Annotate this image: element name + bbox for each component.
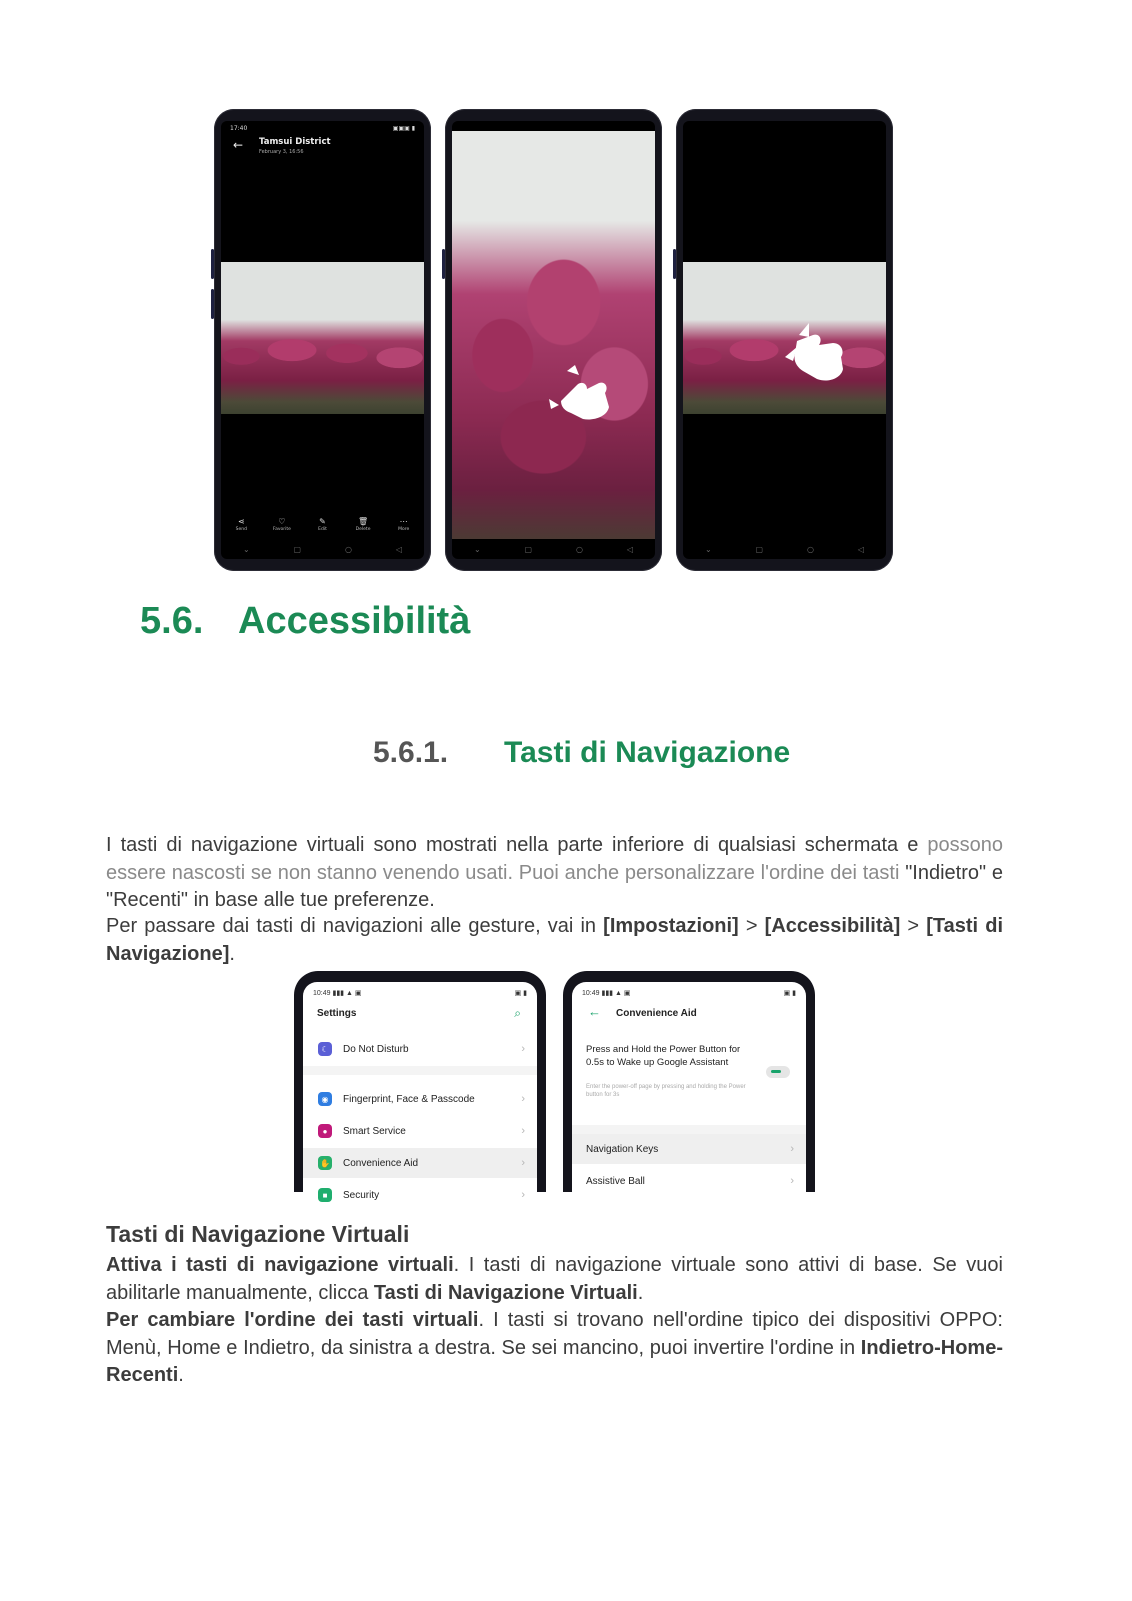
nav-recent-icon[interactable]: ▢	[293, 544, 302, 554]
toolbar-favorite-button[interactable]: ♡ Favorite	[267, 517, 297, 537]
virtual-keys-paragraph-1: Attiva i tasti di navigazione virtuali. I tasti di navigazione virtuale sono attivi di base. Se vuoi abilitarle manualmente, clicca Tasti di Navigazione Virtuali.	[106, 1254, 1003, 1304]
nav-menu-icon[interactable]: ⌄	[704, 544, 712, 554]
setting-icon: ✋	[318, 1156, 332, 1170]
search-icon[interactable]: ⌕	[514, 1006, 521, 1020]
chevron-right-icon: ›	[521, 1043, 525, 1055]
nav-menu-icon[interactable]: ⌄	[242, 544, 250, 554]
virtual-keys-paragraph-2: Per cambiare l'ordine dei tasti virtuali. I tasti si trovano nell'ordine tipico dei dispositivi OPPO: Menù, Home e Indietro, da sinistra a destra. Se sei mancino, puoi invertire l'ordine in Indietro-Home-Recenti.	[106, 1309, 1003, 1386]
settings-title: Settings	[317, 1008, 357, 1019]
back-arrow-icon[interactable]: ←	[588, 1004, 601, 1019]
nav-bar	[221, 543, 424, 555]
pinch-out-gesture-icon	[547, 361, 617, 423]
setting-icon: ◉	[318, 1092, 332, 1106]
nav-recent-icon[interactable]: ▢	[755, 544, 764, 554]
assistive-ball-item[interactable]: Assistive Ball ›	[586, 1175, 794, 1187]
toolbar-edit-button[interactable]: ✎ Edit	[307, 517, 337, 537]
subsection-title: Tasti di Navigazione	[504, 736, 791, 769]
chevron-right-icon: ›	[521, 1125, 525, 1137]
intro-paragraph: I tasti di navigazione virtuali sono mostrati nella parte inferiore di qualsiasi schermata e possono essere nascosti se non stanno venendo usati. Puoi anche personalizzare l'ordine dei tasti "Indietro" e "Recenti" in base alle tue preferenze.	[106, 834, 1003, 911]
intro-path-paragraph: Per passare dai tasti di navigazioni alle gesture, vai in [Impostazioni] > [Accessibilità] > [Tasti di Navigazione].	[106, 915, 1003, 965]
photo-toolbar	[221, 517, 424, 537]
chevron-right-icon: ›	[790, 1175, 794, 1187]
settings-item-fingerprint-face-passcode[interactable]: ◉ Fingerprint, Face & Passcode ›	[303, 1084, 537, 1114]
nav-recent-icon[interactable]: ▢	[524, 544, 533, 554]
section-heading	[140, 600, 470, 643]
convenience-aid-screen	[572, 982, 806, 1192]
share-icon: ⋖	[237, 517, 245, 526]
edit-icon: ✎	[319, 517, 326, 526]
power-button-option-description: Enter the power-off page by pressing and holding the Power button for 3s	[586, 1084, 746, 1098]
nav-home-icon[interactable]: ○	[806, 544, 814, 554]
status-bar: 10:49 ▮▮▮ ▲ ▣ ▣ ▮	[313, 990, 527, 997]
power-button-option[interactable]: Press and Hold the Power Button for 0.5s to Wake up Google Assistant	[586, 1044, 741, 1068]
toolbar-send-button[interactable]: ⋖ Send	[226, 517, 256, 537]
photo-image	[221, 262, 424, 414]
settings-phone	[294, 971, 546, 1201]
subsection-heading	[373, 736, 790, 770]
section-title: Accessibilità	[238, 600, 471, 642]
nav-bar	[683, 543, 886, 555]
phone-screen	[452, 121, 655, 559]
settings-item-do-not-disturb[interactable]: ☾ Do Not Disturb ›	[303, 1034, 537, 1064]
nav-back-icon[interactable]: ◁	[857, 544, 865, 554]
subsection-number: 5.6.1.	[373, 736, 449, 769]
nav-back-icon[interactable]: ◁	[626, 544, 634, 554]
virtual-keys-heading: Tasti di Navigazione Virtuali	[106, 1221, 410, 1247]
settings-screen	[303, 982, 537, 1201]
power-button-toggle[interactable]	[766, 1066, 790, 1078]
toolbar-delete-button[interactable]: 🗑 Delete	[348, 517, 378, 537]
heart-icon: ♡	[278, 517, 286, 526]
more-icon: ⋯	[399, 517, 408, 526]
nav-menu-icon[interactable]: ⌄	[473, 544, 481, 554]
photo-date: February 3, 16:56	[259, 149, 304, 155]
nav-home-icon[interactable]: ○	[344, 544, 352, 554]
back-arrow-icon[interactable]: ←	[233, 138, 244, 152]
settings-item-smart-service[interactable]: ● Smart Service ›	[303, 1116, 537, 1146]
chevron-right-icon: ›	[521, 1189, 525, 1201]
photo-image	[452, 131, 655, 539]
phone-zoomed-view	[445, 109, 662, 571]
settings-item-security[interactable]: ■ Security ›	[303, 1180, 537, 1210]
setting-icon: ■	[318, 1188, 332, 1202]
chevron-right-icon: ›	[521, 1157, 525, 1169]
setting-icon: ●	[318, 1124, 332, 1138]
trash-icon: 🗑	[358, 517, 369, 526]
status-bar: 10:49 ▮▮▮ ▲ ▣ ▣ ▮	[582, 990, 796, 997]
status-bar: 17:40 ▣▣▣ ▮	[230, 125, 415, 132]
convenience-aid-phone	[563, 971, 815, 1192]
phone-screen	[683, 121, 886, 559]
nav-bar	[452, 543, 655, 555]
phone-screen	[221, 121, 424, 559]
photo-title: Tamsui District	[259, 137, 331, 147]
chevron-right-icon: ›	[790, 1143, 794, 1155]
setting-icon: ☾	[318, 1042, 332, 1056]
toolbar-more-button[interactable]: ⋯ More	[389, 517, 419, 537]
settings-item-convenience-aid[interactable]: ✋ Convenience Aid ›	[303, 1148, 537, 1178]
convenience-aid-title: Convenience Aid	[616, 1008, 697, 1019]
nav-back-icon[interactable]: ◁	[395, 544, 403, 554]
nav-home-icon[interactable]: ○	[575, 544, 583, 554]
phone-gallery-view	[214, 109, 431, 571]
section-number: 5.6.	[140, 600, 204, 642]
navigation-keys-item[interactable]: Navigation Keys ›	[572, 1134, 806, 1164]
phone-pinch-view	[676, 109, 893, 571]
pinch-in-gesture-icon	[783, 321, 849, 383]
chevron-right-icon: ›	[521, 1093, 525, 1105]
